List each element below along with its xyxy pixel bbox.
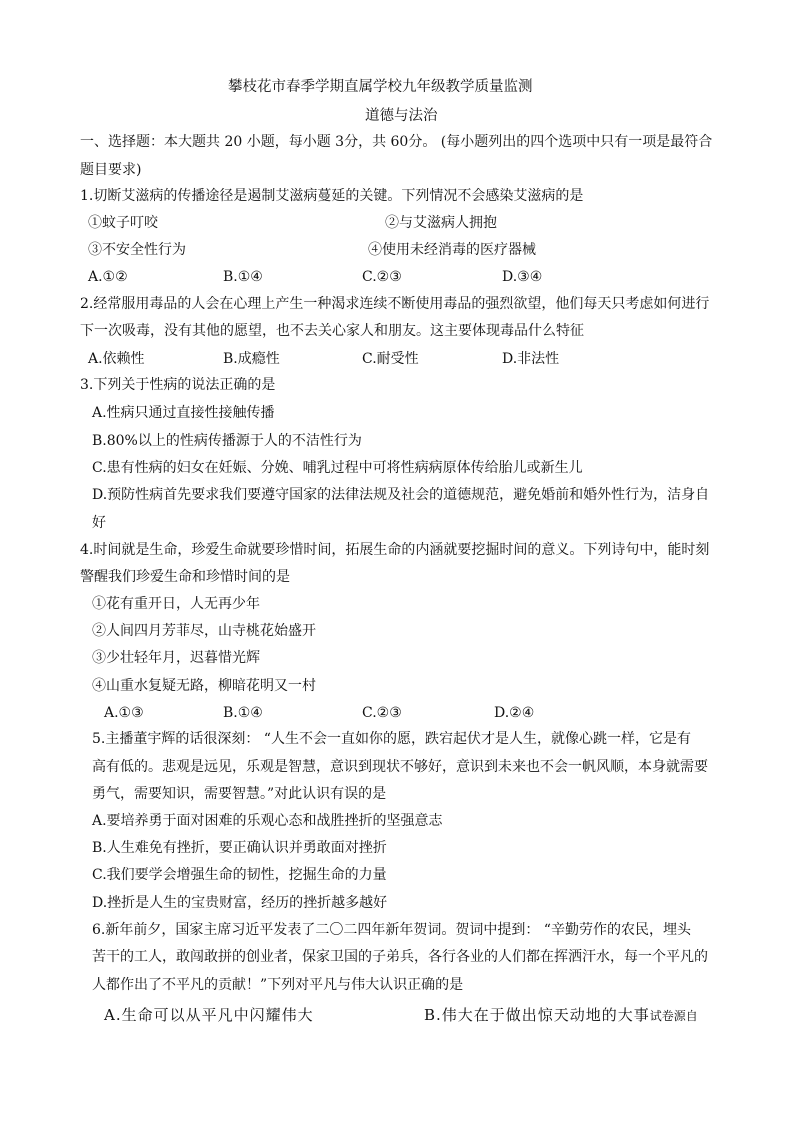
q4-option-d: D.②④: [494, 705, 535, 721]
q1-item-3: ③不安全性行为: [88, 242, 186, 258]
q4-item-4: ④山重水复疑无路，柳暗花明又一村: [92, 678, 316, 694]
q3-option-a: A.性病只通过直接性接触传播: [92, 405, 275, 421]
q6-option-a: A.生命可以从平凡中闪耀伟大: [104, 1006, 314, 1024]
watermark-text: 试卷源自: [649, 1009, 698, 1023]
q3-option-b: B.80%以上的性病传播源于人的不洁性行为: [92, 433, 362, 449]
q4-item-3: ③少壮轻年月，迟暮惜光辉: [92, 650, 260, 666]
q3-option-d-line-2: 好: [92, 515, 106, 531]
q2-option-c: C.耐受性: [362, 351, 419, 367]
q1-option-b: B.①④: [223, 269, 263, 285]
q5-stem-line-3: 勇气，需要知识，需要智慧。”对此认识有误的是: [92, 786, 387, 802]
q4-option-a: A.①③: [104, 705, 144, 721]
section-intro-line-1: 一、选择题：本大题共 20 小题，每小题 3分，共 60分。 (每小题列出的四个选项中只有一项是最符合: [80, 134, 713, 150]
q2-option-a: A.依赖性: [88, 351, 145, 367]
q2-option-d: D.非法性: [502, 351, 560, 367]
q3-stem: 3.下列关于性病的说法正确的是: [80, 377, 276, 393]
q4-item-2: ②人间四月芳菲尽，山寺桃花始盛开: [92, 623, 316, 639]
exam-title: 攀枝花市春季学期直属学校九年级教学质量监测: [228, 79, 533, 95]
q1-option-d: D.③④: [502, 269, 543, 285]
q4-stem-line-1: 4.时间就是生命，珍爱生命就要珍惜时间，拓展生命的内涵就要挖掘时间的意义。下列诗句中，能时刻: [80, 542, 710, 558]
q4-stem-line-2: 警醒我们珍爱生命和珍惜时间的是: [80, 569, 290, 585]
section-intro-line-2: 题目要求): [80, 162, 142, 178]
q4-option-b: B.①④: [223, 705, 263, 721]
q6-option-b-text: B.伟大在于做出惊天动地的大事: [424, 1006, 650, 1024]
q1-item-1: ①蚊子叮咬: [88, 215, 158, 231]
q1-item-4: ④使用未经消毒的医疗器械: [368, 242, 536, 258]
q4-item-1: ①花有重开日，人无再少年: [92, 596, 260, 612]
q5-stem-line-2: 高有低的。悲观是远见，乐观是智慧，意识到现状不够好，意识到未来也不会一帆风顺，本身就需要: [92, 759, 708, 775]
q5-option-b: B.人生难免有挫折，要正确认识并勇敢面对挫折: [92, 840, 387, 856]
q2-stem-line-2: 下一次吸毒，没有其他的愿望，也不去关心家人和朋友。这主要体现毒品什么特征: [80, 323, 584, 339]
q6-option-b: [424, 1006, 698, 1025]
q1-item-2: ②与艾滋病人拥抱: [385, 215, 497, 231]
exam-subject: 道德与法治: [365, 108, 438, 124]
q1-option-c: C.②③: [362, 269, 402, 285]
q5-option-c: C.我们要学会增强生命的韧性，挖掘生命的力量: [92, 867, 387, 883]
q6-stem-line-2: 苦干的工人，敢闯敢拼的创业者，保家卫国的子弟兵，各行各业的人们都在挥洒汗水，每一个平凡的: [92, 949, 708, 965]
q5-option-a: A.要培养勇于面对困难的乐观心态和战胜挫折的坚强意志: [92, 813, 443, 829]
q3-option-d-line-1: D.预防性病首先要求我们要遵守国家的法律法规及社会的道德规范，避免婚前和婚外性行为，洁身自: [92, 487, 710, 503]
q6-stem-line-3: 人都作出了不平凡的贡献！”下列对平凡与伟大认识正确的是: [92, 977, 464, 993]
q5-option-d: D.挫折是人生的宝贵财富，经历的挫折越多越好: [92, 895, 388, 911]
q1-stem: 1.切断艾滋病的传播途径是遏制艾滋病蔓延的关键。下列情况不会感染艾滋病的是: [80, 188, 584, 204]
q2-stem-line-1: 2.经常服用毒品的人会在心理上产生一种渴求连续不断使用毒品的强烈欲望，他们每天只考虑如何进行: [80, 296, 710, 312]
q1-option-a: A.①②: [88, 269, 128, 285]
q3-option-c: C.患有性病的妇女在妊娠、分娩、哺乳过程中可将性病病原体传给胎儿或新生儿: [92, 460, 583, 476]
q5-stem-line-1: 5.主播董宇辉的话很深刻： “人生不会一直如你的愿，跌宕起伏才是人生，就像心跳一样，它是有: [92, 731, 691, 747]
q6-stem-line-1: 6.新年前夕，国家主席习近平发表了二〇二四年新年贺词。贺词中提到： “辛勤劳作的农民，埋头: [92, 922, 691, 938]
q2-option-b: B.成瘾性: [223, 351, 280, 367]
q4-option-c: C.②③: [362, 705, 402, 721]
